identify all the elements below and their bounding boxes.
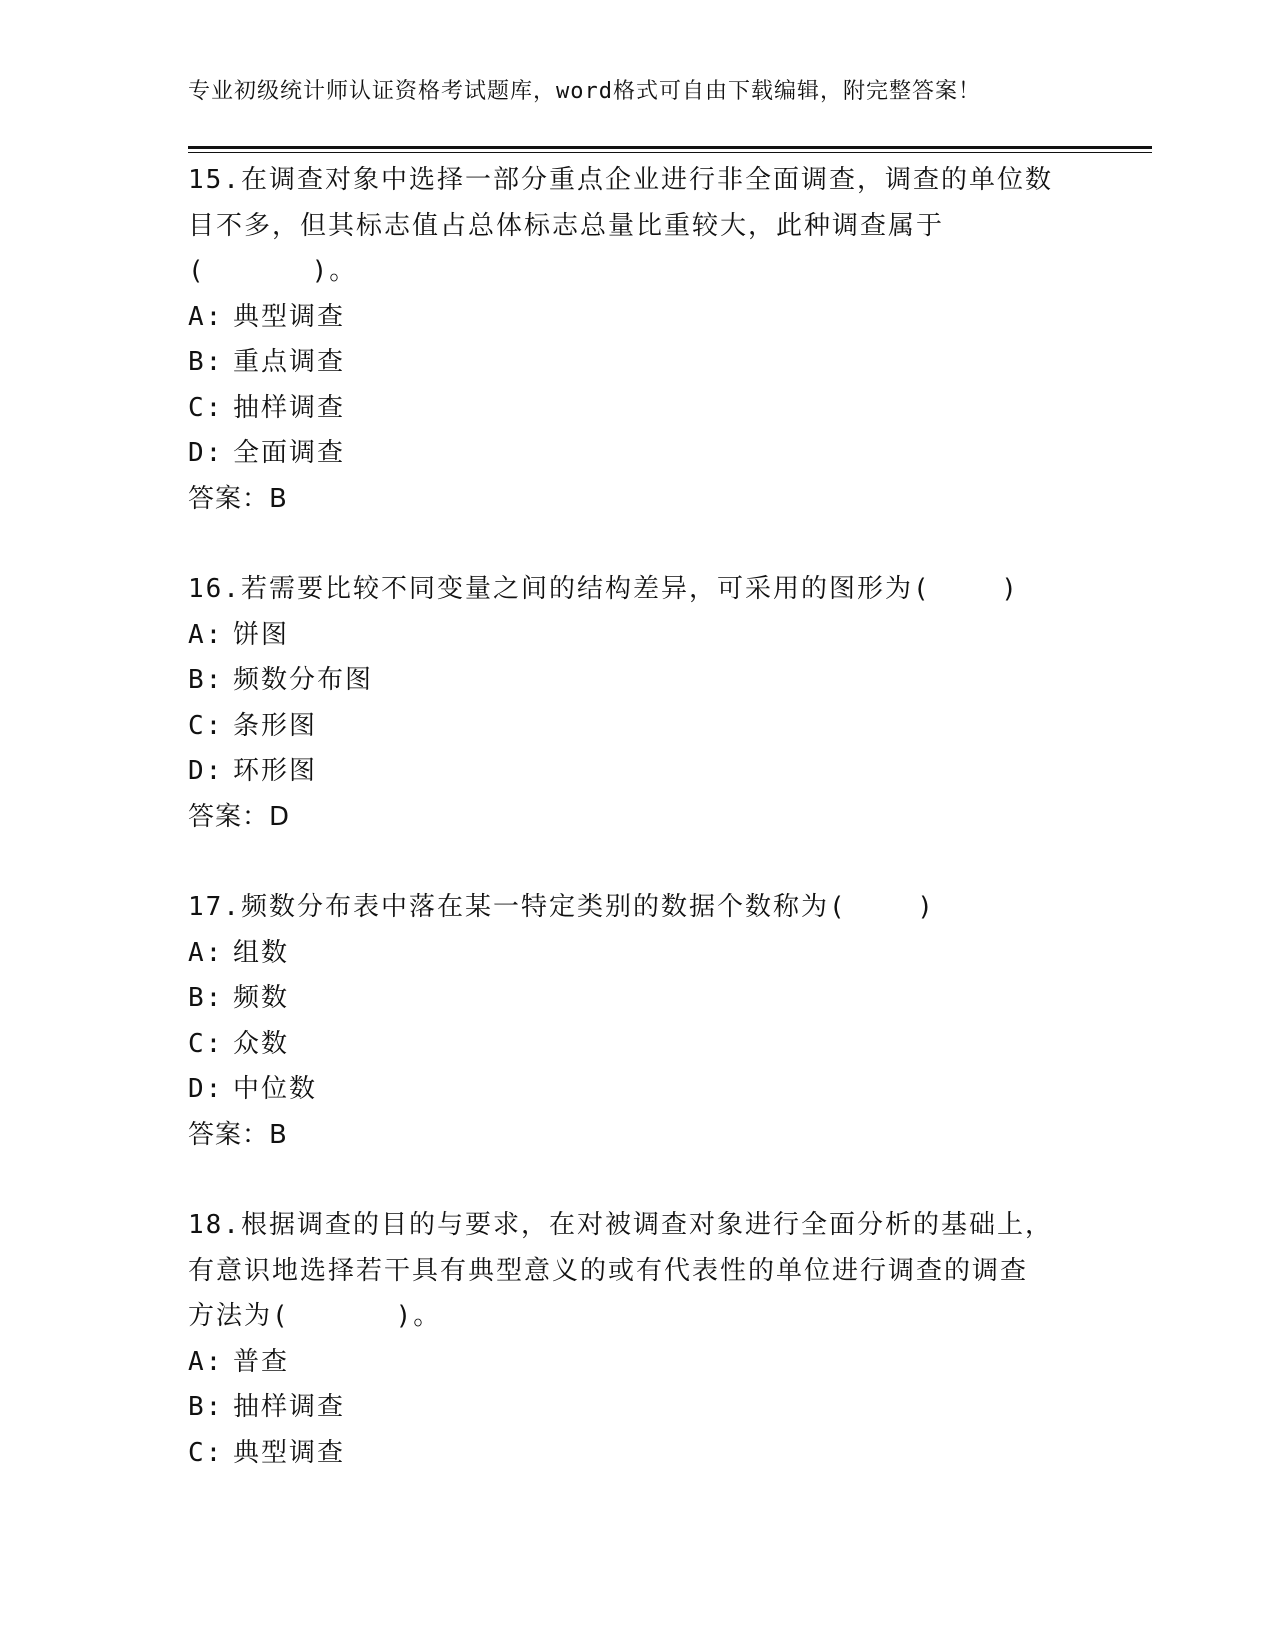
answer: 答案：D <box>188 801 291 832</box>
header-rule <box>188 146 1152 149</box>
option-a <box>188 295 1088 341</box>
option-text: 环形图 <box>233 756 318 786</box>
option-key: A: <box>188 619 224 650</box>
option-text: 抽样调查 <box>233 1392 346 1422</box>
option-text: 抽样调查 <box>233 392 346 423</box>
page-header: 专业初级统计师认证资格考试题库，word格式可自由下载编辑，附完整答案！ <box>188 79 981 104</box>
option-text: 重点调查 <box>233 347 346 377</box>
option-text: 普查 <box>233 1346 290 1377</box>
option-key: B: <box>188 1392 224 1422</box>
option-text: 组数 <box>233 937 290 968</box>
option-key: A: <box>188 937 224 968</box>
question-stem-line: ( )。 <box>188 256 358 286</box>
answer: 答案：B <box>188 483 288 514</box>
question-15 <box>188 158 1088 522</box>
option-c <box>188 1022 1088 1068</box>
option-d <box>188 749 1088 795</box>
option-key: C: <box>188 392 224 423</box>
option-a <box>188 613 1088 659</box>
option-key: C: <box>188 1437 224 1468</box>
option-key: B: <box>188 347 224 377</box>
question-16 <box>188 567 1088 840</box>
option-c <box>188 386 1088 432</box>
option-key: B: <box>188 665 224 695</box>
header-rule-thin <box>188 152 1152 153</box>
option-key: A: <box>188 301 224 332</box>
option-text: 典型调查 <box>233 1437 346 1468</box>
option-text: 中位数 <box>233 1074 318 1104</box>
option-c <box>188 704 1088 750</box>
option-text: 频数分布图 <box>233 665 374 695</box>
option-d <box>188 431 1088 477</box>
question-stem-line: 18.根据调查的目的与要求，在对被调查对象进行全面分析的基础上， <box>188 1210 1053 1240</box>
option-b <box>188 976 1088 1022</box>
question-list <box>188 158 1088 1521</box>
option-d <box>188 1067 1088 1113</box>
question-stem-line: 方法为( )。 <box>188 1301 442 1331</box>
option-key: B: <box>188 983 224 1013</box>
option-key: A: <box>188 1346 224 1377</box>
question-stem-line: 有意识地选择若干具有典型意义的或有代表性的单位进行调查的调查 <box>188 1255 1029 1286</box>
option-text: 频数 <box>233 983 290 1013</box>
question-18 <box>188 1203 1088 1476</box>
option-c <box>188 1431 1088 1477</box>
option-a <box>188 931 1088 977</box>
option-key: D: <box>188 756 224 786</box>
option-text: 饼图 <box>233 619 290 650</box>
option-text: 众数 <box>233 1028 290 1059</box>
question-stem-line: 15.在调查对象中选择一部分重点企业进行非全面调查，调查的单位数 <box>188 165 1053 195</box>
answer: 答案：B <box>188 1119 288 1150</box>
question-stem-line: 17.频数分布表中落在某一特定类别的数据个数称为( ) <box>188 892 935 922</box>
option-key: C: <box>188 710 224 741</box>
option-text: 条形图 <box>233 710 318 741</box>
question-stem-line: 目不多，但其标志值占总体标志总量比重较大，此种调查属于 <box>188 210 945 241</box>
option-text: 全面调查 <box>233 438 346 468</box>
option-b <box>188 340 1088 386</box>
question-stem-line: 16.若需要比较不同变量之间的结构差异，可采用的图形为( ) <box>188 574 1019 604</box>
option-key: D: <box>188 438 224 468</box>
question-17 <box>188 885 1088 1158</box>
option-b <box>188 658 1088 704</box>
option-b <box>188 1385 1088 1431</box>
option-text: 典型调查 <box>233 301 346 332</box>
option-key: D: <box>188 1074 224 1104</box>
option-a <box>188 1340 1088 1386</box>
option-key: C: <box>188 1028 224 1059</box>
